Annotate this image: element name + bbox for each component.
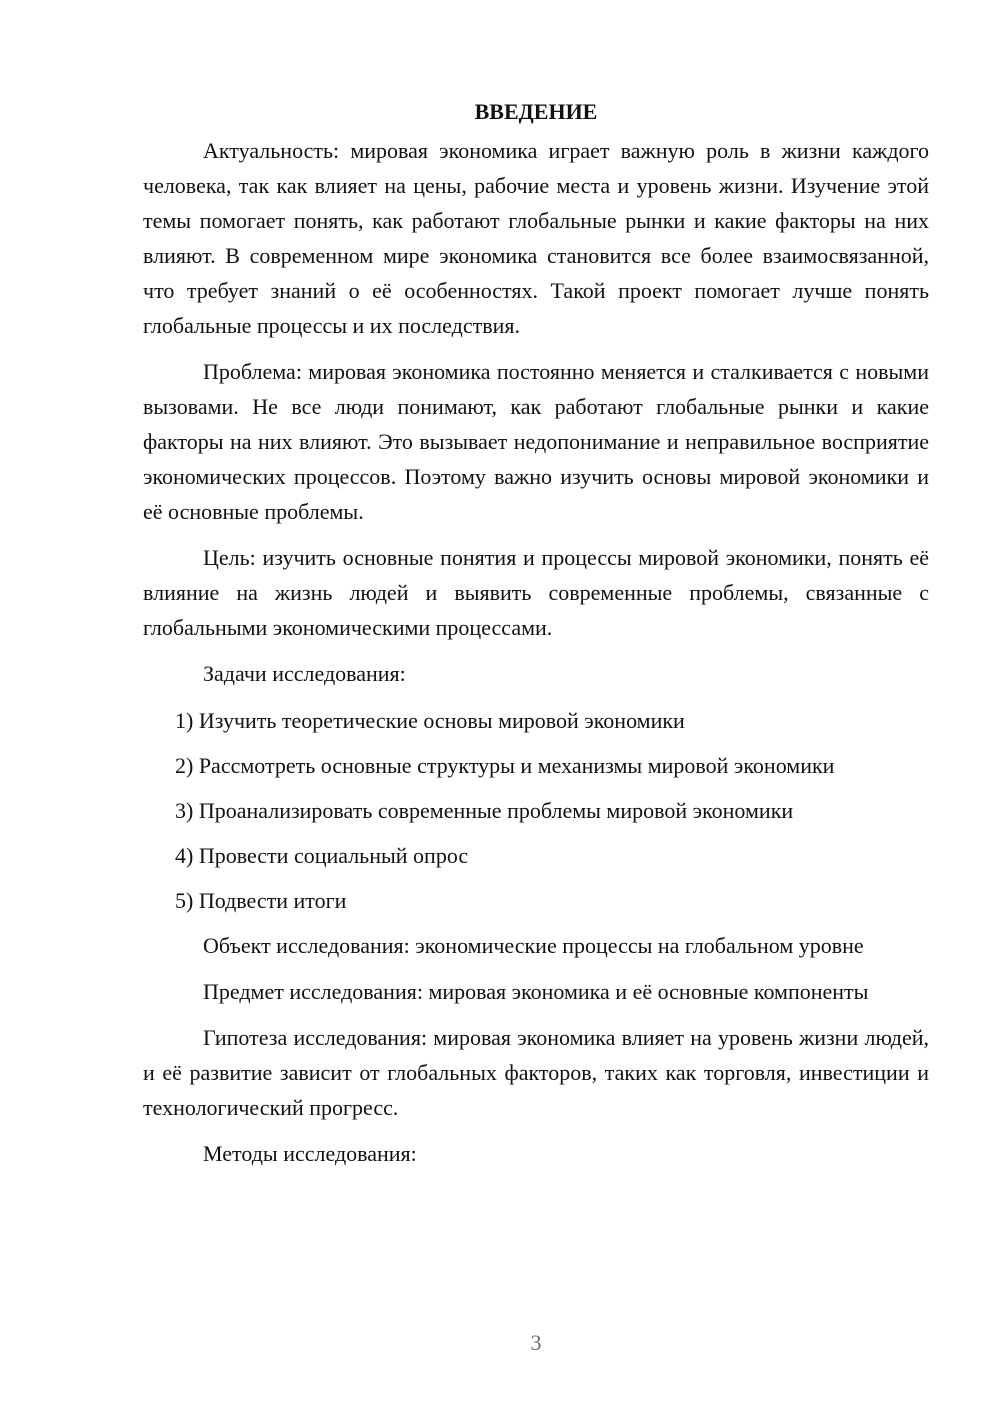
paragraph-object: Объект исследования: экономические процессы на глобальном уровне [203,933,864,958]
task-item-4: 4) Провести социальный опрос [175,843,469,868]
paragraph-hypothesis: Гипотеза исследования: мировая экономика влияет на уровень жизни людей, и её развитие зависит от глобальных факторов, таких как торговля, инвестиции и технологический прогресс. [143,1025,929,1120]
task-item-3: 3) Проанализировать современные проблемы мировой экономики [175,798,794,823]
page-number: 3 [530,1330,542,1355]
section-title: ВВЕДЕНИЕ [474,99,598,124]
paragraph-relevance: Актуальность: мировая экономика играет важную роль в жизни каждого человека, так как влияет на цены, рабочие места и уровень жизни. Изучение этой темы помогает понять, как работают глобальные рынки и какие факторы на них влияют. В современном мире экономика становится все более взаимосвязанной, что требует знаний о её особенностях. Такой проект помогает лучше понять глобальные процессы и их последствия. [143,138,929,338]
paragraph-methods: Методы исследования: [203,1141,417,1166]
task-item-1: 1) Изучить теоретические основы мировой экономики [175,708,685,733]
paragraph-tasks-heading: Задачи исследования: [203,661,406,686]
task-item-5: 5) Подвести итоги [175,888,347,913]
task-item-2: 2) Рассмотреть основные структуры и механизмы мировой экономики [175,753,835,778]
paragraph-subject: Предмет исследования: мировая экономика и её основные компоненты [203,979,869,1004]
paragraph-goal: Цель: изучить основные понятия и процессы мировой экономики, понять её влияние на жизнь людей и выявить современные проблемы, связанные с глобальными экономическими процессами. [143,545,929,640]
document-body [143,94,929,1182]
paragraph-problem: Проблема: мировая экономика постоянно меняется и сталкивается с новыми вызовами. Не все люди понимают, как работают глобальные рынки и какие факторы на них влияют. Это вызывает недопонимание и неправильное восприятие экономических процессов. Поэтому важно изучить основы мировой экономики и её основные проблемы. [143,359,929,524]
